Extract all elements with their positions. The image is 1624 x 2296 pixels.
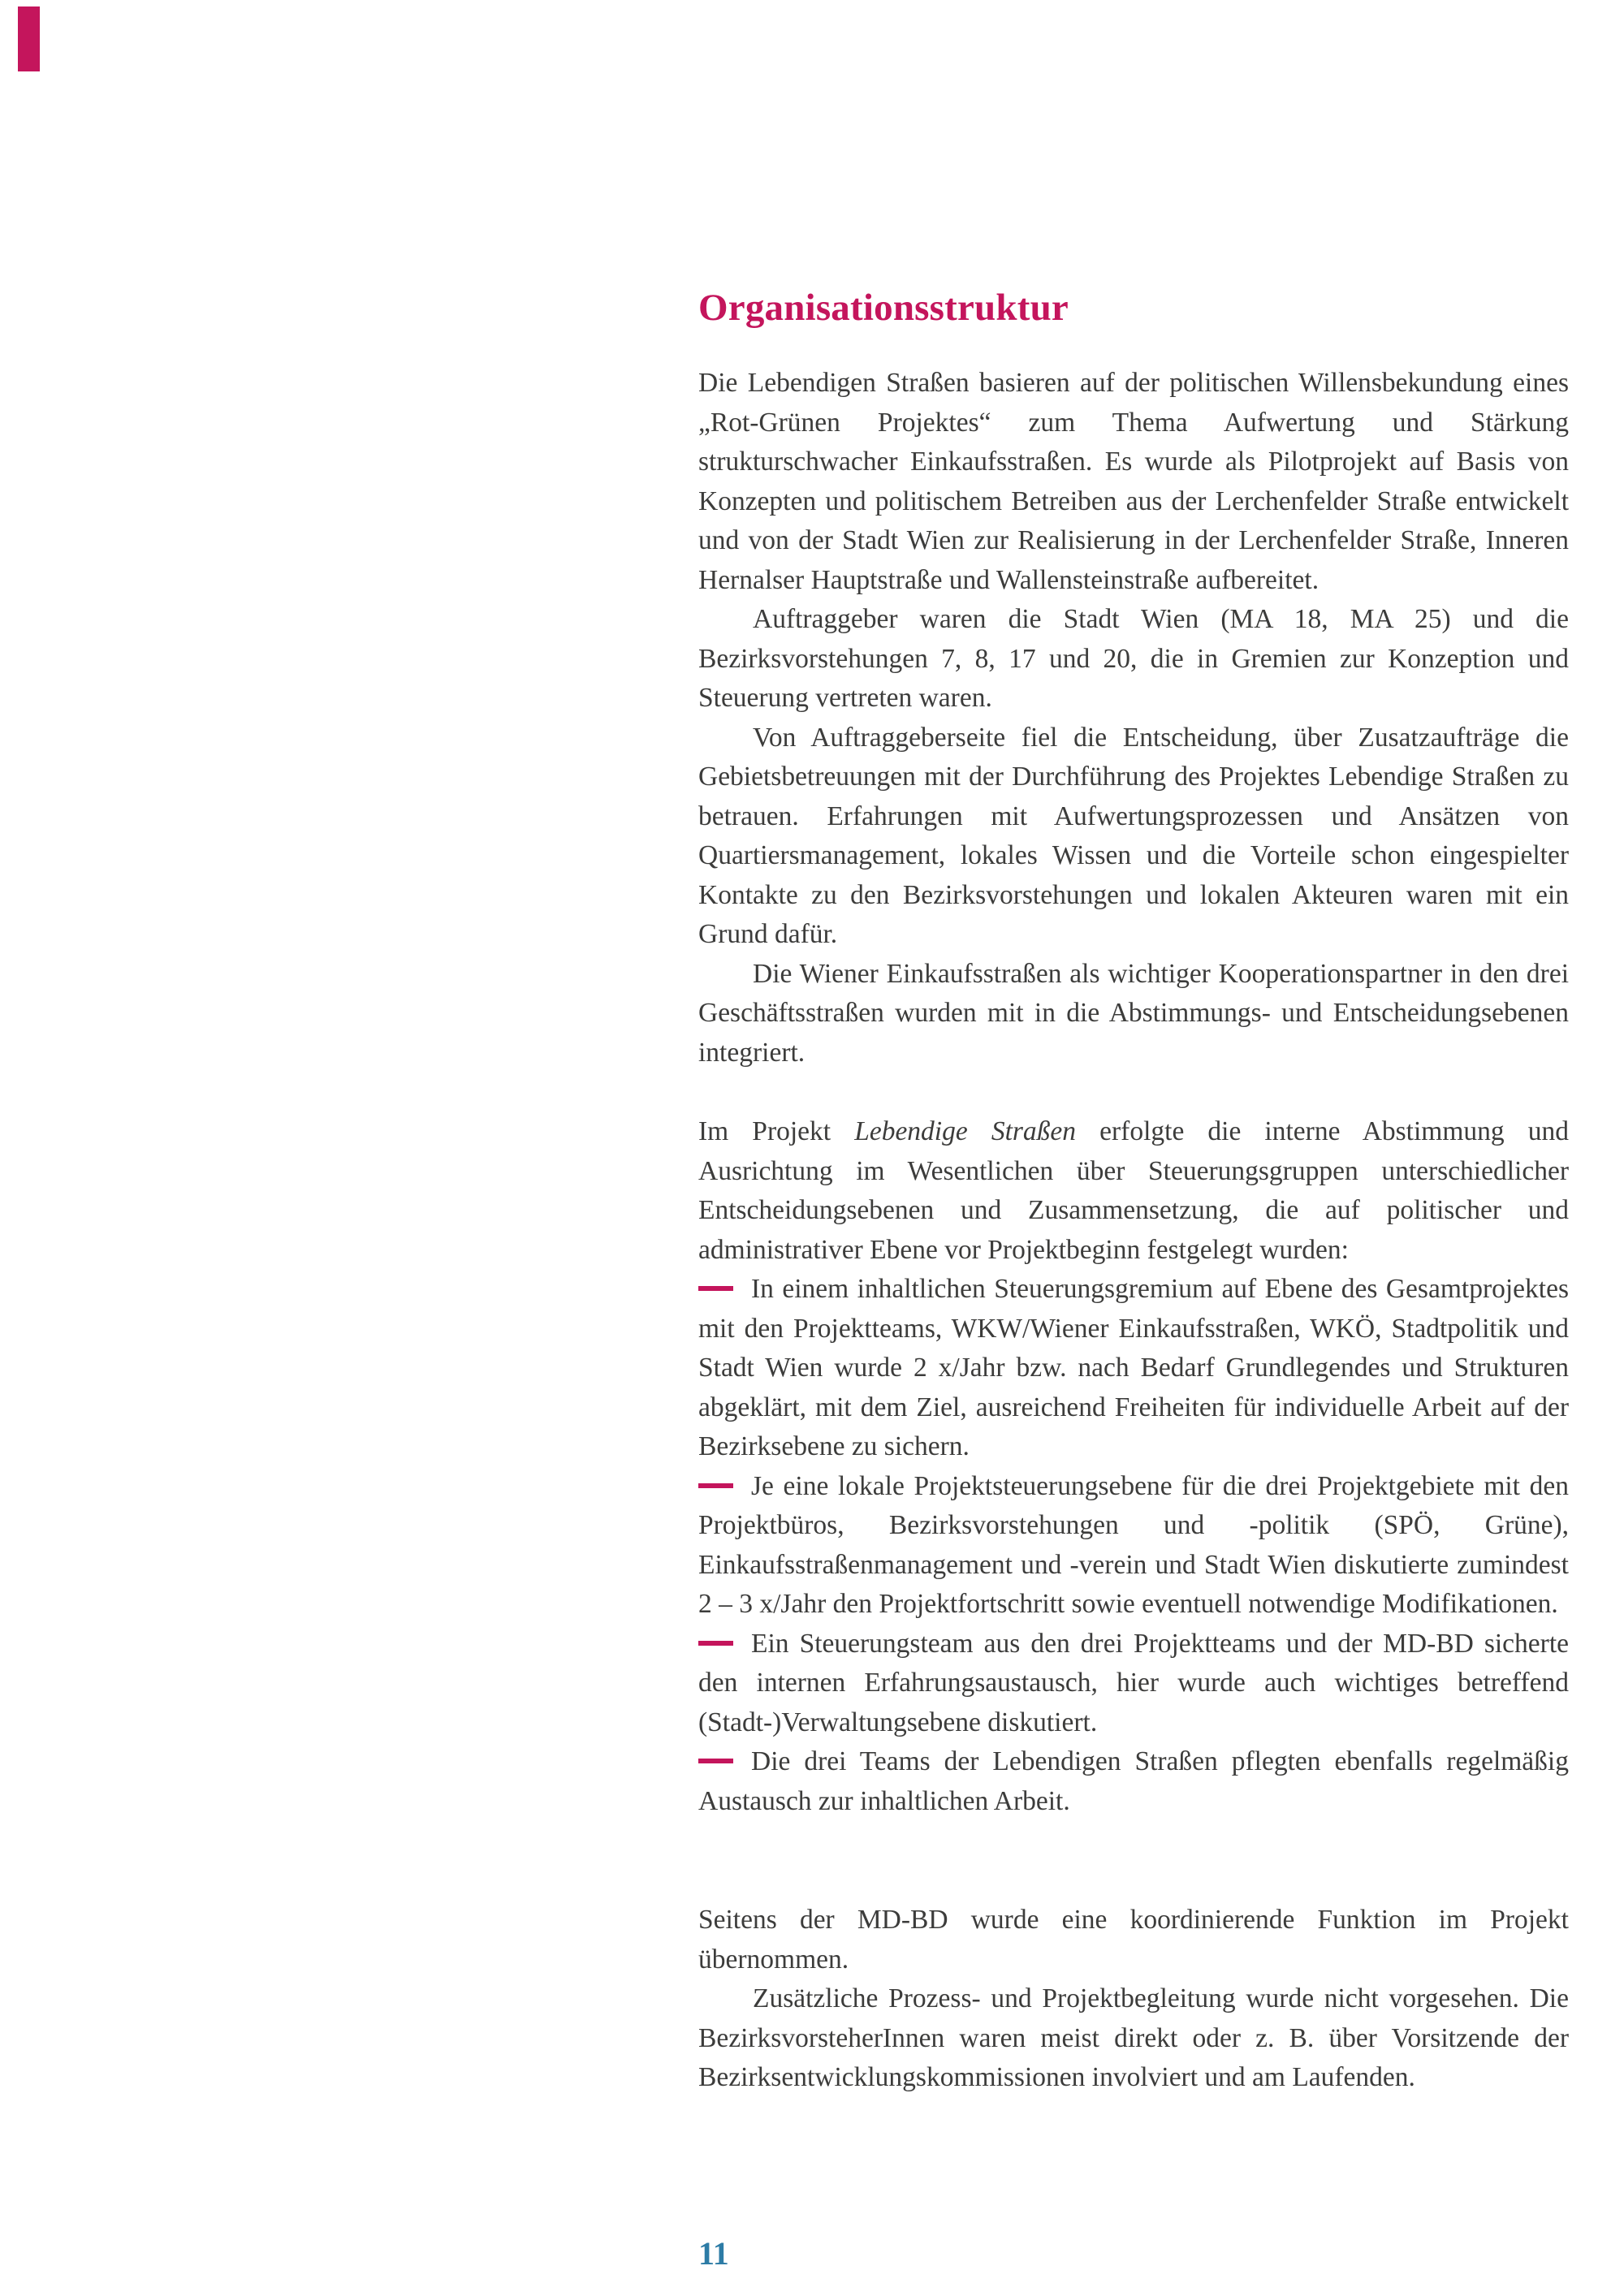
crop-mark (18, 6, 40, 71)
list-item (698, 1625, 1569, 1743)
list-item (698, 1270, 1569, 1467)
dash-bullet-icon (698, 1759, 733, 1763)
dash-bullet-icon (698, 1641, 733, 1646)
paragraph-text: Im Projekt (698, 1116, 855, 1147)
dash-bullet-icon (698, 1483, 733, 1488)
paragraph-projekt-abstimmung (698, 1112, 1569, 1270)
list-item (698, 1742, 1569, 1821)
paragraph-intro: Die Lebendigen Straßen basieren auf der politischen Willensbekundung eines „Rot-Grünen Projektes“ zum Thema Aufwertung und Stärkung strukturschwacher Einkaufsstraßen. Es wurde als Pilotprojekt auf Basis von Konzepten und politischem Betreiben aus der Lerchenfelder Straße entwickelt und von der Stadt Wien zur Realisierung in der Lerchenfelder Straße, Inneren Hernalser Hauptstraße und Wallensteinstraße aufbereitet. (698, 368, 1569, 595)
paragraph-prozessbegleitung: Zusätzliche Prozess- und Projektbegleitung wurde nicht vorgesehen. Die BezirksvorsteherInnen waren meist direkt oder z. B. über Vorsitzende der Bezirksentwicklungskommissionen involviert und am Laufenden. (698, 1983, 1569, 2093)
section-title: Organisationsstruktur (698, 287, 1069, 329)
list-item-text: Die drei Teams der Lebendigen Straßen pflegten ebenfalls regelmäßig Austausch zur inhaltlichen Arbeit. (698, 1746, 1569, 1816)
paragraph-einkaufsstrassen: Die Wiener Einkaufsstraßen als wichtiger Kooperationspartner in den drei Geschäftsstraßen wurden mit in die Abstimmungs- und Entscheidungsebenen integriert. (698, 958, 1569, 1068)
list-item-text: Ein Steuerungsteam aus den drei Projektteams und der MD-BD sicherte den internen Erfahrungsaustausch, hier wurde auch wichtiges betreffend (Stadt-)Verwaltungsebene diskutiert. (698, 1628, 1569, 1737)
paragraph-auftraggeber: Auftraggeber waren die Stadt Wien (MA 18, MA 25) und die Bezirksvorstehungen 7, 8, 17 und 20, die in Gremien zur Konzeption und Steuerung vertreten waren. (698, 604, 1569, 714)
list-item (698, 1467, 1569, 1625)
list-item-text: Je eine lokale Projektsteuerungsebene für die drei Projektgebiete mit den Projektbüros, Bezirksvorstehungen und -politik (SPÖ, Grüne), Einkaufsstraßenmanagement und -verein und Stadt Wien diskutierte zumindest 2 – 3 x/Jahr den Projektfortschritt sowie eventuell notwendige Modifikationen. (698, 1470, 1569, 1620)
paragraph-md-bd: Seitens der MD-BD wurde eine koordinierende Funktion im Projekt übernommen. (698, 1905, 1569, 1974)
paragraph-text: erfolgte die interne Abstimmung und Ausrichtung im Wesentlichen über Steuerungsgruppen unterschiedlicher Entscheidungsebenen und Zusammensetzung, die auf politischer und administrativer Ebene vor Projektbeginn festgelegt wurden: (698, 1116, 1569, 1265)
italic-project-name: Lebendige Straßen (854, 1116, 1077, 1147)
paragraph-auftraggeberseite: Von Auftraggeberseite fiel die Entscheidung, über Zusatzaufträge die Gebietsbetreuungen mit der Durchführung des Projektes Lebendige Straßen zu betrauen. Erfahrungen mit Aufwertungsprozessen und Ansätzen von Quartiersmanagement, lokales Wissen und die Vorteile schon eingespielter Kontakte zu den Bezirksvorstehungen und lokalen Akteuren waren mit ein Grund dafür. (698, 722, 1569, 950)
list-item-text: In einem inhaltlichen Steuerungsgremium auf Ebene des Gesamtprojektes mit den Projektteams, WKW/Wiener Einkaufsstraßen, WKÖ, Stadtpolitik und Stadt Wien wurde 2 x/Jahr bzw. nach Bedarf Grundlegendes und Strukturen abgeklärt, mit dem Ziel, ausreichend Freiheiten für individuelle Arbeit auf der Bezirksebene zu sichern. (698, 1274, 1569, 1462)
page-number: 11 (698, 2235, 729, 2272)
dash-bullet-icon (698, 1286, 733, 1291)
text-column (698, 286, 1569, 2098)
